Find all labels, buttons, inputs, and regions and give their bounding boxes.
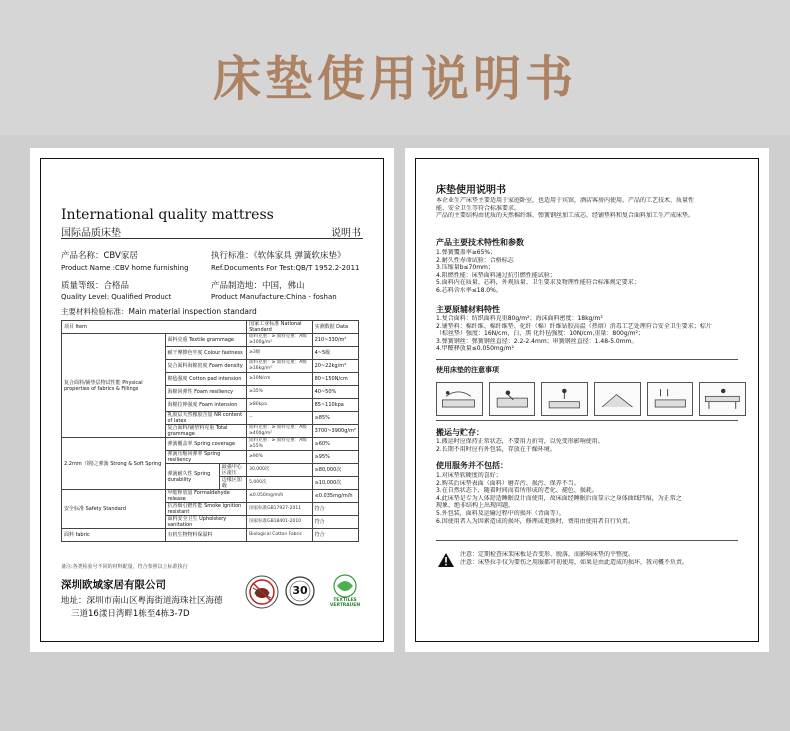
item-cell: 海棉拉伸强度 Foam intension	[165, 399, 247, 412]
item-cell: 复合面料海棉密度 Foam density	[165, 360, 247, 373]
grade-en: Quality Level: Qualified Product	[61, 293, 172, 301]
item-cell: 棉毡强度 Cotton pad intension	[165, 373, 247, 386]
intro-text	[436, 197, 742, 220]
storage-item: 1.搬运时应保持正常状态，不要用力折弯，以免变形影响使用。	[436, 438, 604, 445]
address-line-1: 地址：深圳市南山区粤海街道海珠社区海德	[61, 596, 223, 606]
data-cell: ≤0.035mg/m/h	[312, 490, 358, 503]
tech-item: 3.压缩量b≤70mm；	[436, 264, 494, 272]
certificate-title-zh: 国际品质床垫	[61, 228, 121, 239]
standard-cell: 面料克重：≥ 面料克重：A级≥16kg/m³	[247, 360, 312, 373]
header-cell: 国家工业标准 National Standard	[247, 321, 312, 334]
warranty-item: 2.购买后床垫表面（面料）磨弄污、损污、保养不当。	[436, 479, 580, 487]
sub-item-cell: 最强中心区滚压	[219, 464, 246, 477]
tech-item: 4.阻燃性能：床垫面料通过抗引燃性能试验；	[436, 271, 556, 279]
data-cell: 85~110kpa	[312, 399, 358, 412]
warning-text	[460, 551, 742, 567]
storage-list	[436, 438, 742, 453]
data-cell: ≥10,000次	[312, 477, 358, 490]
data-cell: 20~22kg/m³	[312, 360, 358, 373]
sub-item-cell: 边缘区加载	[219, 477, 246, 490]
standard-cell: ≥35%	[247, 386, 312, 399]
standard-cell: ≥3级	[247, 347, 312, 360]
material-item: （棕丝垫）强度：16N/cm，白、黑 化纤毡强度：10N/cm,重量：800g/m²；	[436, 330, 644, 338]
group-label-cell: 复合面料/铺垫层物试性能 Physical properties of fabrics & Fillings	[62, 334, 166, 438]
standard-cell: 面料克重：≥ 面料克重：A级≥400g/m²	[247, 425, 312, 438]
made-in-en: Product Manufacture:China - foshan	[211, 293, 337, 301]
tech-list	[436, 249, 742, 295]
made-in-zh: 产品制造地：中国，佛山	[211, 281, 305, 291]
standard-cell: 5,000次	[247, 477, 312, 490]
data-cell: 210~330/m²	[312, 334, 358, 347]
item-cell: 面料克重 Textile grammage	[165, 334, 247, 347]
anti-mite-icon	[244, 574, 280, 610]
intro-line: 能、安全卫生等符合标准要求。	[436, 204, 521, 212]
no-jumping-icon	[541, 382, 588, 416]
standard-cell: Biological Cotton Fabric	[247, 529, 312, 542]
item-cell: 抗香烟引燃性能 Smoke ignition resistant	[165, 503, 247, 516]
table-row	[62, 334, 359, 347]
header-cell: 项目 Item	[62, 321, 247, 334]
certificate-border	[40, 158, 384, 642]
banner-title: 床垫使用说明书	[212, 51, 577, 107]
banner	[0, 0, 790, 135]
standard-cell: 30,000次	[247, 464, 312, 477]
manual-label: 说明书	[331, 228, 361, 239]
address-line-2: 三道16漾日湾畔1栋至4栋3-7D	[71, 609, 190, 619]
flip-mattress-icon	[489, 382, 536, 416]
standard-en: Ref.Documents For Test:QB/T 1952.2-2011	[211, 264, 360, 272]
storage-title: 搬运与贮存：	[436, 428, 484, 437]
warranty-item: 6.因使用者人为因素造成的损坏，修理或更换时，费用由使用者自行负责。	[436, 517, 634, 525]
30-years-badge-icon	[285, 576, 315, 606]
warranty-item: 4.此床垫是专为人体舒适睡眠设计而使用，故床面经睡眠后而显示之身体曲线凹痕，为正常之	[436, 494, 682, 502]
instruction-card	[405, 148, 769, 652]
standard-cell: 国家标准GB18401-2010	[247, 516, 312, 529]
data-cell: 符合	[312, 503, 358, 516]
standard-cell: 面料克重：≥ 面料克重：A级≥55%	[247, 438, 312, 451]
data-cell: ≥95%	[312, 451, 358, 464]
rotate-mattress-icon	[436, 382, 483, 416]
group-label-cell: 安全标准 Safety Standard	[62, 490, 166, 529]
standard-cell: ≥10N/cm	[247, 373, 312, 386]
item-cell: 弹簧压缩回弹率 Spring resiliency	[165, 451, 247, 464]
tech-item: 6.芯料含水率≤18.0%。	[436, 286, 502, 294]
divider	[61, 238, 363, 239]
tech-item: 1.弹簧覆盖率≥65%；	[436, 249, 497, 256]
warning-line: 注意：定期检查床架床板是否变形、脱落，而影响床垫的平整度。	[460, 551, 635, 558]
item-cell: 乳胶层天然橡胶含量 NR content of latex	[165, 412, 247, 425]
material-item: 4.甲醛释放量≤0.050mg/m²	[436, 345, 514, 353]
no-folding-icon	[594, 382, 641, 416]
intro-line: 产品的主要结构由优质的天然棉纤维、弹簧钢丝加工成芯，经铺垫料和复合面料加工生产成床垫。	[436, 212, 695, 220]
instruction-title: 床垫使用说明书	[436, 185, 506, 196]
data-cell: 符合	[312, 516, 358, 529]
warranty-item: 5.外包装，面料及运输过程中的损坏（背面等）。	[436, 509, 565, 517]
warranty-list	[436, 472, 742, 525]
item-cell: 弹簧覆盖率 Spring coverage	[165, 438, 247, 451]
usage-title: 使用床垫的注意事项	[436, 366, 499, 374]
data-cell: ≥60%	[312, 438, 358, 451]
product-name-zh: 产品名称：CBV家居	[61, 251, 138, 261]
item-cell: 耐干摩擦色牢度 Colour fastness	[165, 347, 247, 360]
table-row	[62, 438, 359, 451]
storage-item: 2.长期不用时应有外包装，存放在干燥环境。	[436, 445, 556, 453]
standard-cell: ≥90%	[247, 451, 312, 464]
standard-cell: 国家标准GB17927-2011	[247, 503, 312, 516]
divider	[436, 359, 738, 360]
table-note: 备注:各类检验号不同的材料配量，符合参照以上标准执行	[61, 564, 188, 570]
warranty-title: 使用服务并不包括：	[436, 461, 508, 470]
standard-cell: ≤0.050mg/m/h	[247, 490, 312, 503]
warning-line: 注意：床垫拉手仅为要伤之用服都可初使用，如果是由此造成的损坏，我司概不负责。	[460, 559, 689, 566]
tech-title: 产品主要技术特性和参数	[436, 238, 524, 247]
item-cell: 有机生物物料保温料	[165, 529, 247, 542]
proper-support-icon	[699, 382, 746, 416]
item-cell: 面料安全卫生 Upholstery sanitation	[165, 516, 247, 529]
standard-cell: --	[247, 412, 312, 425]
data-cell: 40~50%	[312, 386, 358, 399]
usage-illustrations	[436, 382, 746, 416]
item-cell: 甲醛释放量 Formaldehyde release	[165, 490, 247, 503]
table-row	[62, 490, 359, 503]
materials-list	[436, 315, 742, 353]
inspection-standard-label: 主要材料检验标准：Main material inspection standard	[61, 307, 257, 316]
item-cell: 复合面料/铺垫料克重 Total grammage	[165, 425, 247, 438]
data-cell: 80~150N/cm	[312, 373, 358, 386]
textiles-vertrauen-icon	[321, 572, 369, 610]
data-cell: 4~5级	[312, 347, 358, 360]
inspection-table	[61, 320, 359, 542]
table-header-row	[62, 321, 359, 334]
company-name: 深圳欧域家居有限公司	[61, 579, 166, 591]
data-cell: 符合	[312, 529, 358, 542]
product-name-en: Product Name :CBV home furnishing	[61, 264, 189, 272]
standard-cell: ≥80kpa	[247, 399, 312, 412]
data-cell: ≥80,000次	[312, 464, 358, 477]
item-cell: 海棉回弹性 Foam resiliency	[165, 386, 247, 399]
divider	[436, 420, 738, 421]
tech-item: 5.面料内在质量、芯料，外观质量、卫生要求及物理性能符合标准规定要求；	[436, 279, 640, 287]
group-label-cell: 面料 fabric	[62, 529, 166, 542]
grade-zh: 质量等级：合格品	[61, 281, 130, 291]
intro-line: 本企业生产床垫主要适用于家庭卧室，也适用于宾馆，酒店客房内使用。产品的工艺技术、质量性	[436, 197, 695, 204]
quality-certificate-card	[30, 148, 394, 652]
warranty-item: 3.在自然状态下，随着时间而看所形成的老化、褪色、损耗。	[436, 487, 598, 495]
textiles-label: TEXTILES VERTRAUEN	[329, 598, 361, 608]
30-badge-number: 30	[292, 584, 308, 597]
header-cell: 实测数据 Data	[312, 321, 358, 334]
standard-cell: 面料克重：≥ 面料克重：A级≥100g/m²	[247, 334, 312, 347]
data-cell: ≥85%	[312, 412, 358, 425]
data-cell: 3700~3900g/m²	[312, 425, 358, 438]
material-item: 2.铺垫料：棉纤维、棉纤维垫、化纤（棉）纤维钻胶高温（热熔）消毒工艺处理符合安全卫生要求；棕片	[436, 322, 712, 330]
certificate-title-en: International quality mattress	[61, 207, 274, 223]
divider	[436, 540, 738, 541]
keep-dry-icon	[647, 382, 694, 416]
materials-title: 主要原辅材料特性	[436, 305, 500, 314]
material-item: 3.弹簧钢丝：弹簧钢丝直径：2.2-2.4mm；串簧钢丝直径：1.48-5.0mm。	[436, 337, 638, 345]
item-cell: 弹簧耐久性 Spring durability	[165, 464, 219, 490]
tech-item: 2.耐久性寿命试验：合格标志	[436, 256, 514, 264]
standard-zh: 执行标准：《软体家具 弹簧软床垫》	[211, 251, 346, 261]
warning-icon	[438, 552, 454, 566]
warranty-item: 现象，绝非结构上出现问题。	[436, 502, 515, 510]
table-row	[62, 529, 359, 542]
instruction-border	[415, 158, 759, 642]
group-label-cell: 2.2mm（钢)之弹簧 Strong & Soft Spring	[62, 438, 166, 490]
material-item: 1.复合面料：纺织面料克重80g/m²；海沫面料密度：18kg/m³	[436, 315, 603, 322]
warranty-item: 1.对床垫软硬度的喜好；	[436, 472, 502, 479]
